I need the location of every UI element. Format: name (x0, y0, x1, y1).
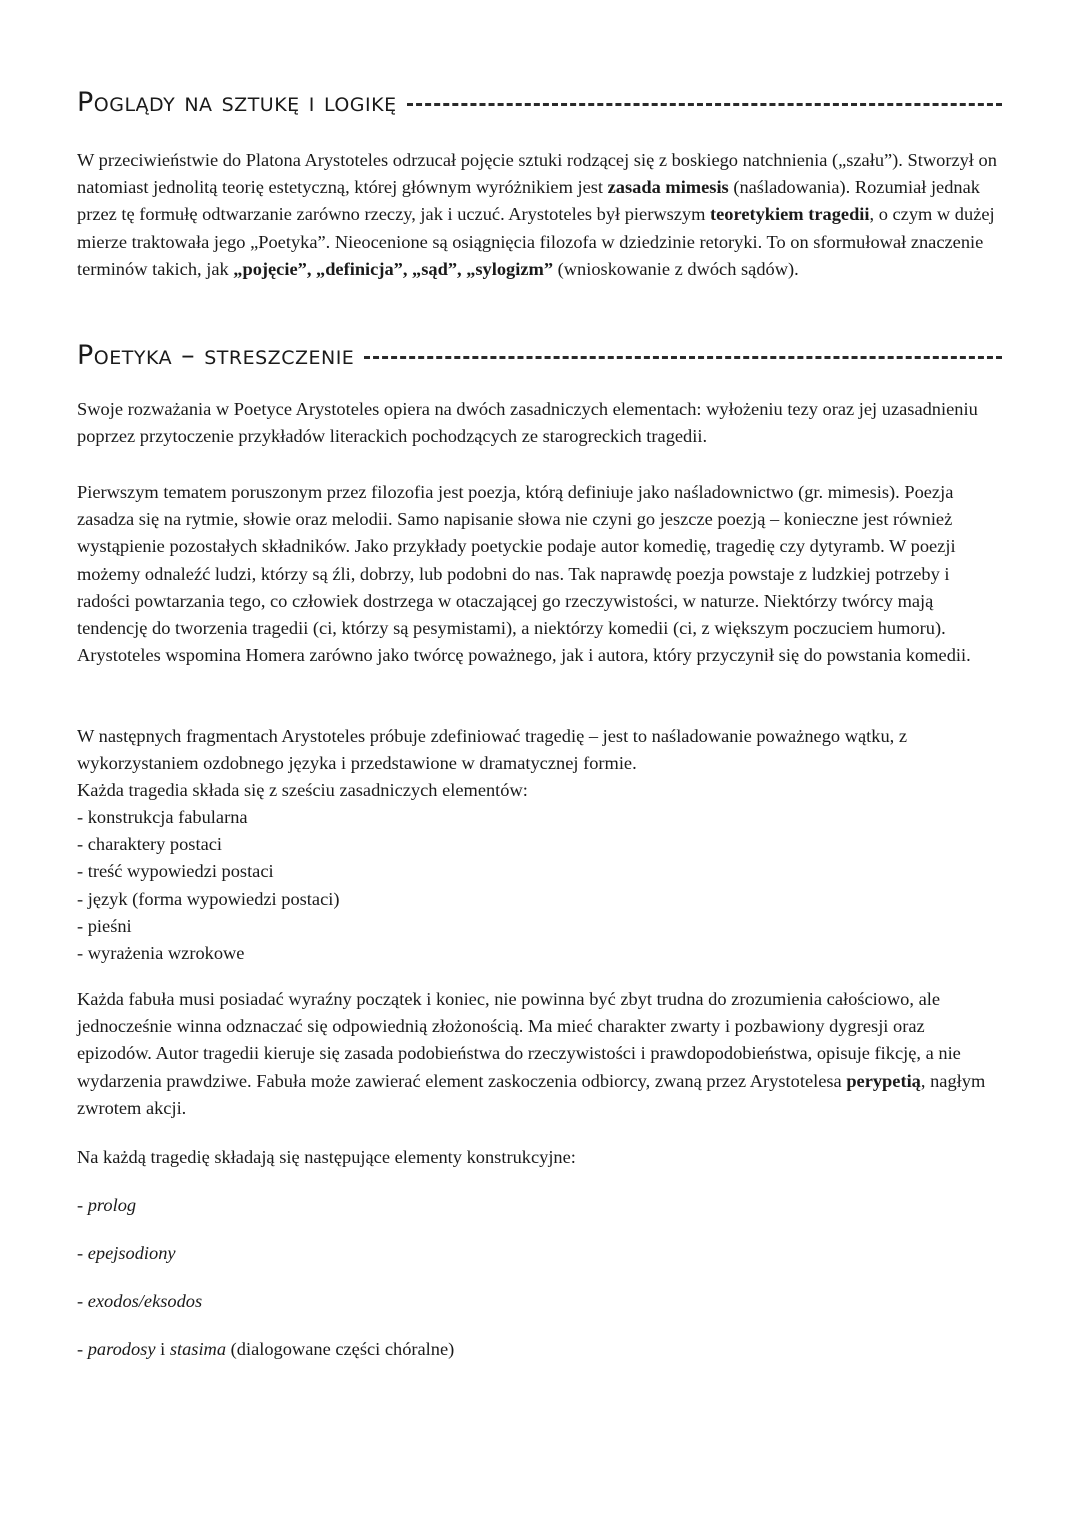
text-run: (dialogowane części chóralne) (226, 1339, 455, 1359)
section-heading-poetics (77, 337, 1002, 373)
italic-term: stasima (169, 1339, 227, 1359)
italic-term: epejsodiony (87, 1243, 176, 1263)
bold-term: „pojęcie”, „definicja”, „sąd”, „sylogizm” (233, 258, 554, 279)
paragraph-plot (77, 986, 1002, 1122)
text-run: (wnioskowanie z dwóch sądów). (553, 258, 799, 279)
paragraph-intro: Swoje rozważania w Poetyce Arystoteles opiera na dwóch zasadniczych elementach: wyłożeniu tezy oraz jej uzasadnieniu poprzez przytoczenie przykładów literackich pochodzących ze starogreckich tragedii. (77, 399, 978, 447)
bold-term: zasada mimesis (607, 177, 729, 198)
list-item: - treść wypowiedzi postaci (77, 861, 274, 882)
section-heading-text: Poetyka – streszczenie (77, 339, 355, 371)
italic-term: exodos/eksodos (87, 1291, 203, 1311)
construction-elements-list (77, 1192, 1002, 1384)
italic-term: parodosy (87, 1339, 156, 1359)
text-run: - (77, 1243, 88, 1263)
dashed-rule (364, 356, 1002, 359)
text-run: , nagłym zwrotem akcji. (77, 1070, 986, 1118)
bold-term: perypetią (846, 1070, 921, 1091)
list-item (77, 1240, 1002, 1288)
text-run: , o czym w dużej mierze traktowała jego „Poetyka”. Nieocenione są osiągnięcia filozofa w dziedzinie retoryki. To on sformułował znaczenie terminów takich, jak (77, 204, 995, 279)
list-item (77, 1192, 1002, 1240)
section-heading-text: Poglądy na sztukę i logikę (77, 86, 397, 118)
list-item: - konstrukcja fabularna (77, 807, 248, 827)
text-run: - (77, 1195, 88, 1215)
list-item: - charaktery postaci (77, 834, 223, 855)
text-run: i (155, 1339, 170, 1359)
tragedy-elements-list (77, 804, 1002, 967)
text-run: Każda fabuła musi posiadać wyraźny początek i koniec, nie powinna być zbyt trudna do zrozumienia całościowo, ale jednocześnie winna odznaczać się odpowiednią złożonością. Ma mieć charakter zwarty i pozbawiony dygresji oraz epizodów. Autor tragedii kieruje się zasada podobieństwa do rzeczywistości i prawdopodobieństwa, opisuje fikcję, a nie wydarzenia prawdziwe. Fabuła może zawierać element zaskoczenia odbiorcy, zwaną przez Arystotelesa (77, 989, 961, 1091)
bold-term: teoretykiem tragedii (710, 204, 870, 225)
paragraph-poetry: Pierwszym tematem poruszonym przez filozofia jest poezja, którą definiuje jako naśladownictwo (gr. mimesis). Poezja zasadza się na rytmie, słowie oraz melodii. Samo napisanie słowa nie czyni go jeszcze poezją – konieczne jest również wystąpienie pozostałych składników. Jako przykłady poetyckie podaje autor komedię, tragedię czy dytyramb. W poezji możemy odnaleźć ludzi, którzy są źli, dobrzy, lub podobni do nas. Tak naprawdę poezja powstaje z ludzkiej potrzeby i radości powtarzania tego, co człowiek dostrzega w otaczającej go rzeczywistości, w naturze. Niektórzy twórcy mają tendencję do tworzenia tragedii (ci, którzy są pesymistami), a niektórzy komedii (ci, z większym poczuciem humoru). Arystoteles wspomina Homera zarówno jako twórcę poważnego, jak i autora, który przyczynił się do powstania komedii. (77, 482, 971, 666)
section-heading-views (77, 84, 1002, 120)
text-run: - (77, 1291, 88, 1311)
text-run: (naśladowania). Rozumiał jednak przez tę formułę odtwarzanie zarówno rzeczy, jak i uczuć. Arystoteles był pierwszym (77, 177, 980, 225)
paragraph-elements-intro: Każda tragedia składa się z sześciu zasadniczych elementów: (77, 780, 528, 800)
list-item: - język (forma wypowiedzi postaci) (77, 888, 340, 909)
list-item: - wyrażenia wzrokowe (77, 943, 245, 964)
paragraph-art-logic (77, 147, 1002, 283)
paragraph-construction-intro: Na każdą tragedię składają się następujące elementy konstrukcyjne: (77, 1147, 576, 1167)
text-run: W przeciwieństwie do Platona Arystoteles odrzucał pojęcie sztuki rodzącej się z boskiego natchnienia („szału”). Stworzył on natomiast jednolitą teorię estetyczną, której głównym wyróżnikiem jest (77, 150, 997, 198)
list-item (77, 1288, 1002, 1336)
paragraph-tragedy-definition: W następnych fragmentach Arystoteles próbuje zdefiniować tragedię – jest to naśladowanie poważnego wątku, z wykorzystaniem ozdobnego języka i przedstawione w dramatycznej formie. (77, 726, 908, 774)
text-run: - (77, 1339, 88, 1359)
dashed-rule (407, 103, 1002, 106)
list-item (77, 1336, 1002, 1384)
list-item: - pieśni (77, 915, 132, 936)
italic-term: prolog (87, 1195, 137, 1215)
